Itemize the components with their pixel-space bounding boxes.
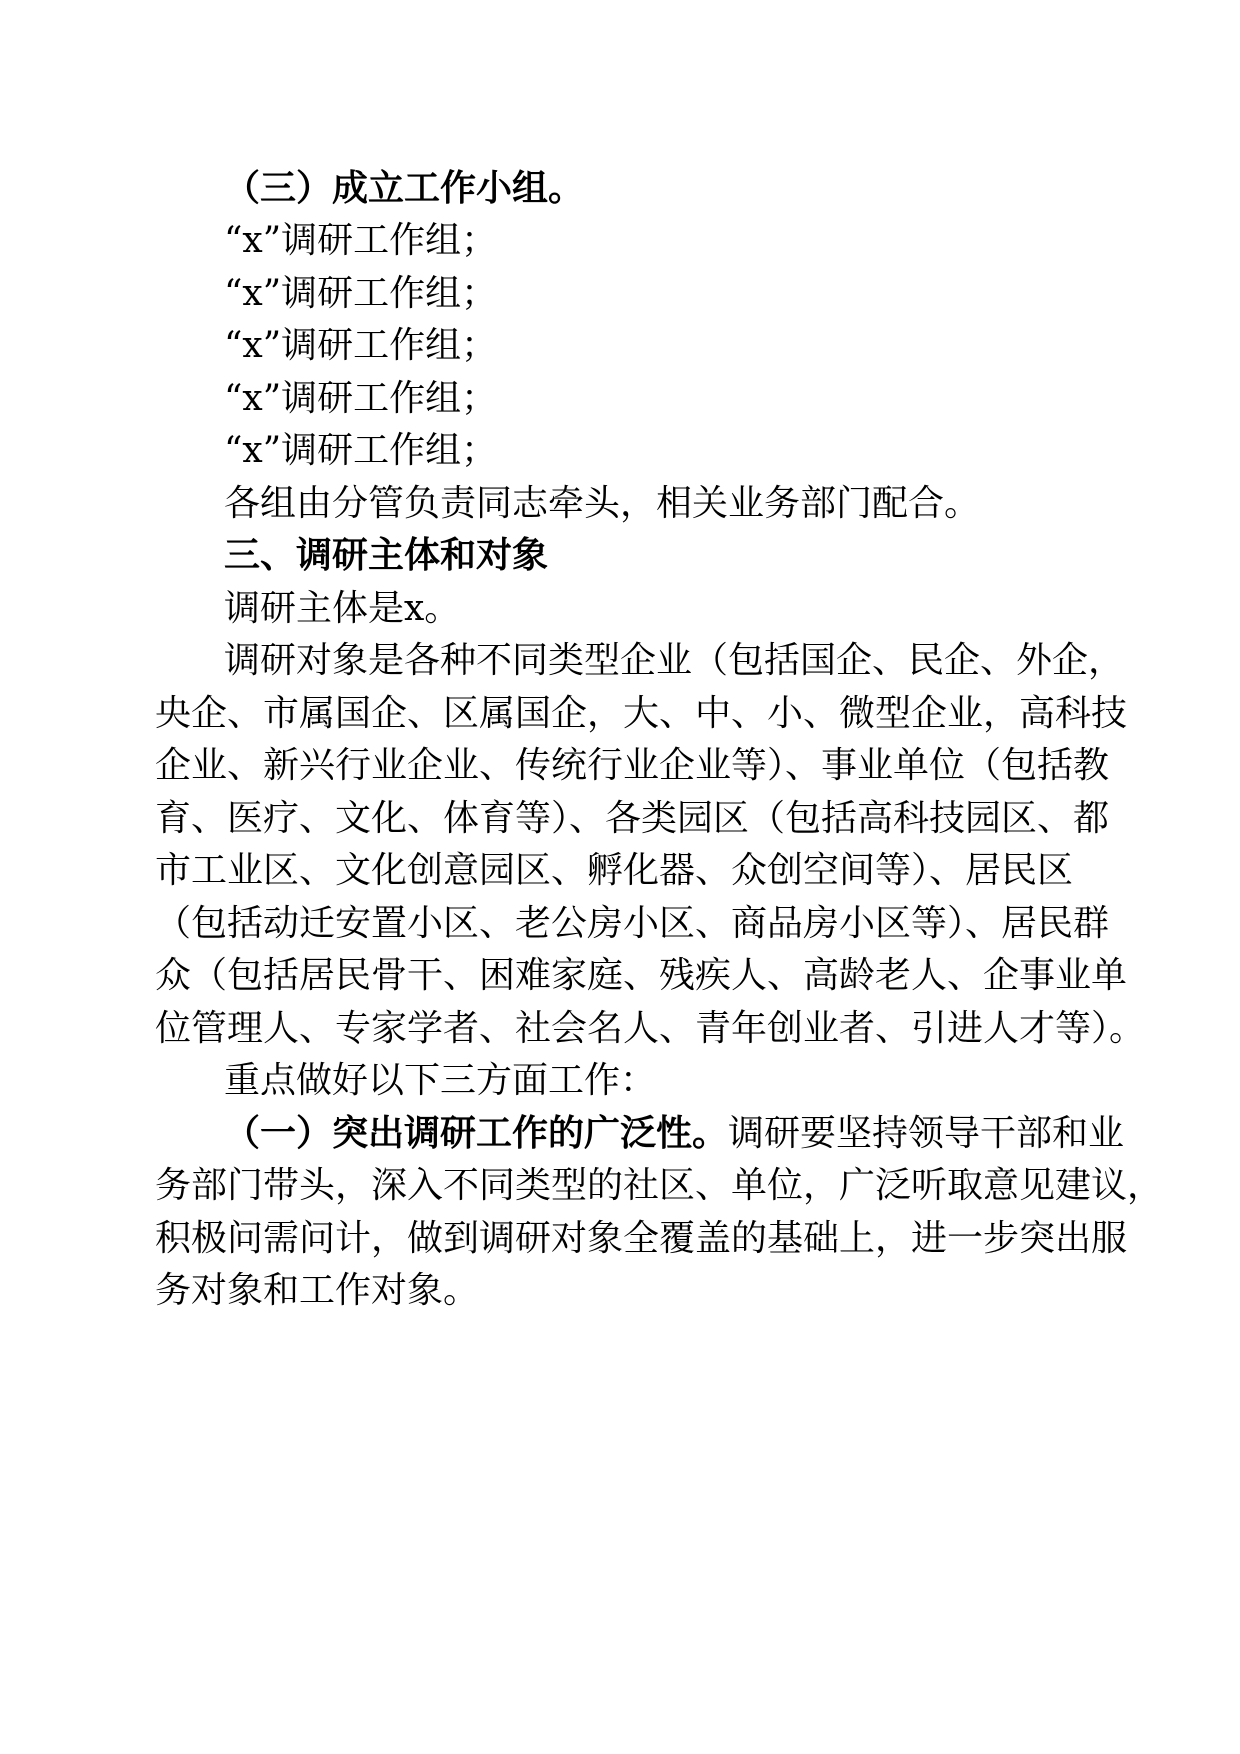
point1-first-line-text: 调研要坚持领导干部和业 [728,1113,1125,1154]
point1-line-2: 务部门带头，深入不同类型的社区、单位，广泛听取意见建议， [155,1165,1164,1206]
objects-line-6: （包括动迁安置小区、老公房小区、商品房小区等）、居民群 [155,903,1110,944]
objects-line-7: 众（包括居民骨干、困难家庭、残疾人、高龄老人、企事业单 [155,955,1128,996]
subject-paragraph: 调研主体是x。 [224,588,461,629]
section-heading-form-work-groups: （三）成立工作小组。 [224,168,585,209]
chapter-heading-subject-and-objects: 三、调研主体和对象 [224,535,549,576]
work-group-item-5: “x”调研工作组； [224,430,498,471]
work-group-item-4: “x”调研工作组； [224,378,498,419]
focus-intro-paragraph: 重点做好以下三方面工作： [224,1060,657,1101]
work-group-item-2: “x”调研工作组； [224,273,498,314]
objects-line-5: 市工业区、文化创意园区、孵化器、众创空间等）、居民区 [155,850,1074,891]
work-group-item-1: “x”调研工作组； [224,220,498,261]
work-group-item-3: “x”调研工作组； [224,325,498,366]
objects-line-8: 位管理人、专家学者、社会名人、青年创业者、引进人才等）。 [155,1008,1146,1049]
point1-line-3: 积极问需问计，做到调研对象全覆盖的基础上，进一步突出服 [155,1218,1128,1259]
groups-note-paragraph: 各组由分管负责同志牵头，相关业务部门配合。 [224,483,981,524]
point1-heading: （一）突出调研工作的广泛性。 [224,1113,729,1154]
objects-line-2: 央企、市属国企、区属国企，大、中、小、微型企业，高科技 [155,693,1128,734]
objects-line-4: 育、医疗、文化、体育等）、各类园区（包括高科技园区、都 [155,798,1110,839]
objects-line-3: 企业、新兴行业企业、传统行业企业等）、事业单位（包括教 [155,745,1110,786]
objects-line-1: 调研对象是各种不同类型企业（包括国企、民企、外企， [224,640,1125,681]
point1-first-line [224,1111,1125,1157]
point1-line-4: 务对象和工作对象。 [155,1270,480,1311]
